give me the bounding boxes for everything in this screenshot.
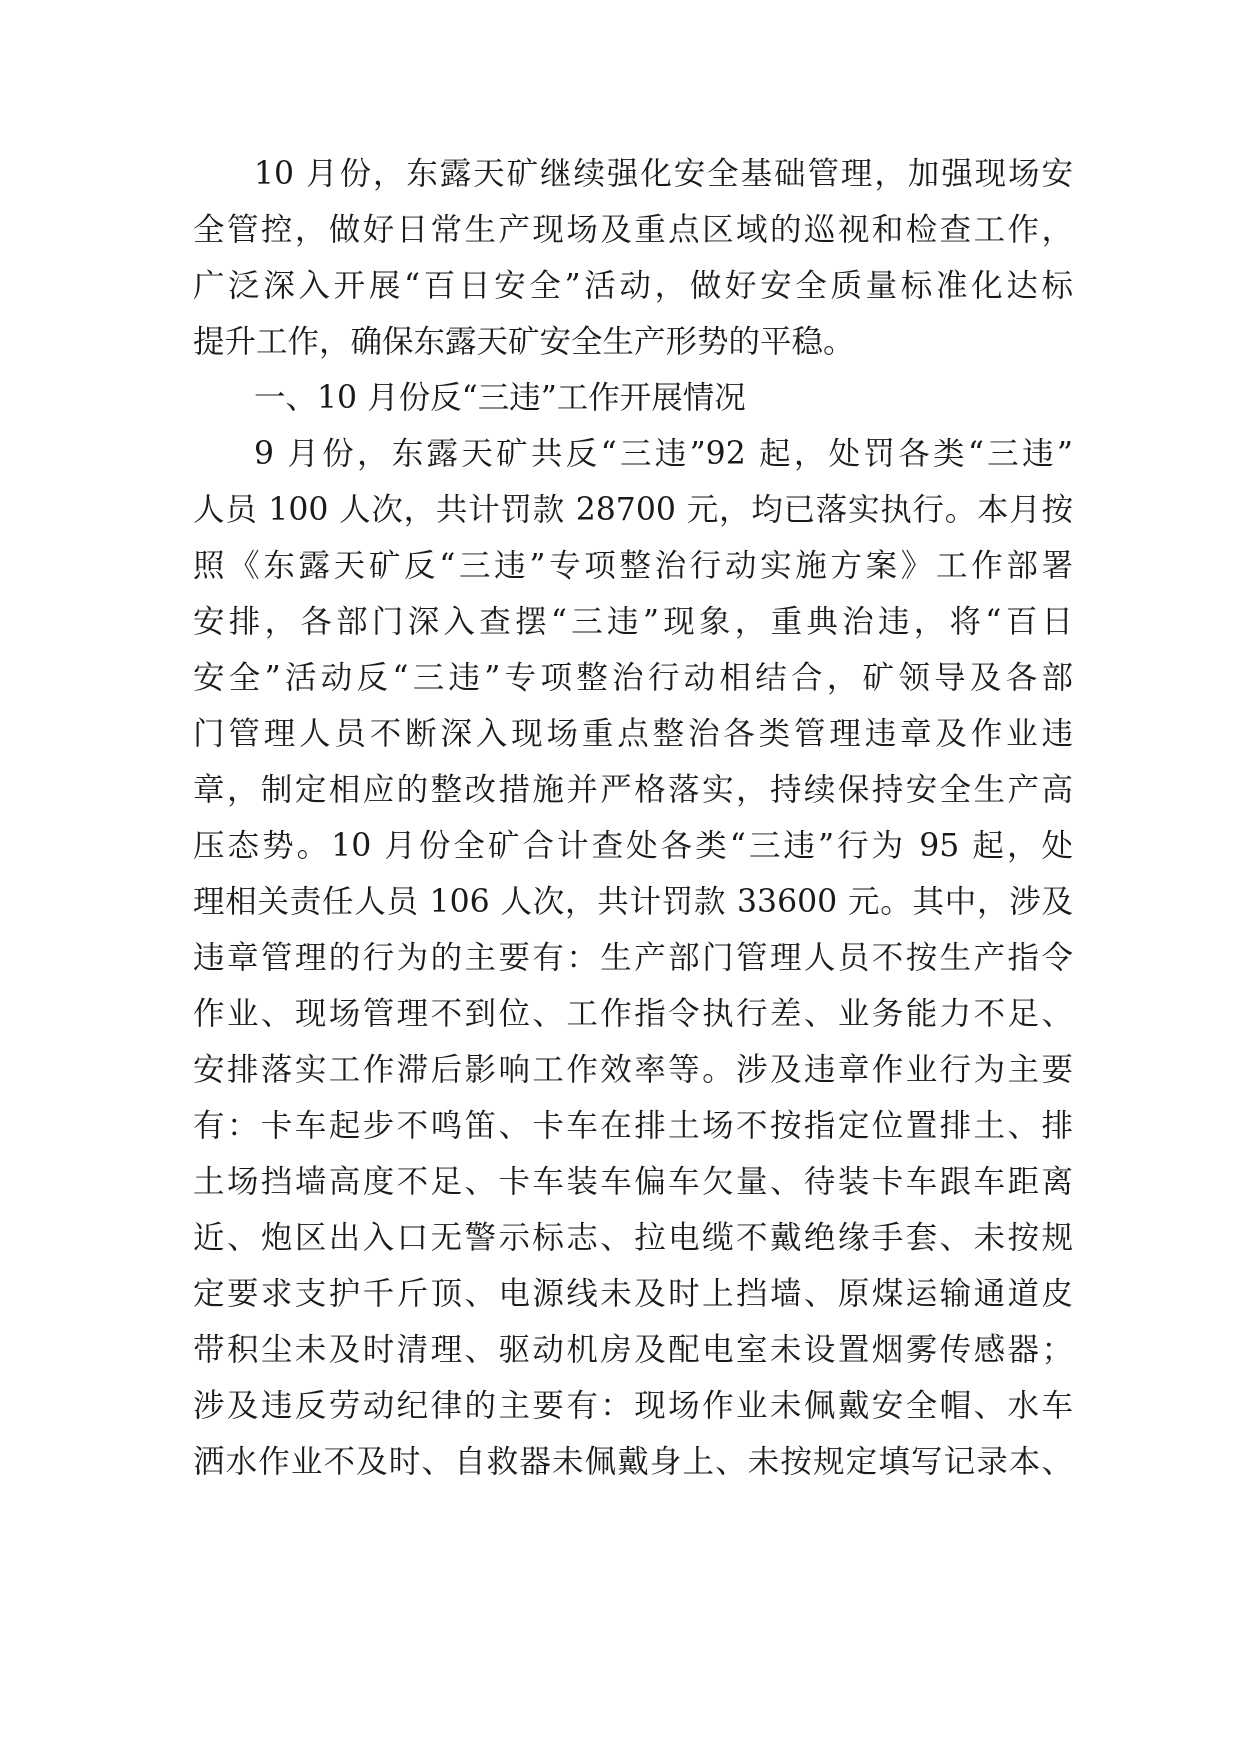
paragraph-2-line-18: 涉及违反劳动纪律的主要有：现场作业未佩戴安全帽、水车	[193, 1388, 1073, 1424]
paragraph-2-line-7: 章，制定相应的整改措施并严格落实，持续保持安全生产高	[193, 772, 1073, 808]
paragraph-1-line-3: 广泛深入开展“百日安全”活动，做好安全质量标准化达标	[193, 268, 1073, 304]
paragraph-2-line-12: 安排落实工作滞后影响工作效率等。涉及违章作业行为主要	[193, 1052, 1073, 1088]
paragraph-2-line-17: 带积尘未及时清理、驱动机房及配电室未设置烟雾传感器；	[193, 1332, 1073, 1368]
paragraph-1-line-1: 10 月份，东露天矿继续强化安全基础管理，加强现场安	[254, 156, 1073, 192]
paragraph-2-line-8: 压态势。10 月份全矿合计查处各类“三违”行为 95 起，处	[193, 828, 1073, 864]
paragraph-2-line-9: 理相关责任人员 106 人次，共计罚款 33600 元。其中，涉及	[193, 884, 1073, 920]
section-heading: 一、10 月份反“三违”工作开展情况	[254, 380, 746, 416]
paragraph-2-line-2: 人员 100 人次，共计罚款 28700 元，均已落实执行。本月按	[193, 492, 1073, 528]
paragraph-2-line-13: 有：卡车起步不鸣笛、卡车在排土场不按指定位置排土、排	[193, 1108, 1073, 1144]
paragraph-2-line-5: 安全”活动反“三违”专项整治行动相结合，矿领导及各部	[193, 660, 1073, 696]
paragraph-2-line-16: 定要求支护千斤顶、电源线未及时上挡墙、原煤运输通道皮	[193, 1276, 1073, 1312]
paragraph-2-line-1: 9 月份，东露天矿共反“三违”92 起，处罚各类“三违”	[254, 436, 1073, 472]
paragraph-2-line-4: 安排，各部门深入查摆“三违”现象，重典治违，将“百日	[193, 604, 1073, 640]
paragraph-1-line-4: 提升工作，确保东露天矿安全生产形势的平稳。	[193, 324, 855, 360]
paragraph-2-line-6: 门管理人员不断深入现场重点整治各类管理违章及作业违	[193, 716, 1073, 752]
paragraph-2-line-10: 违章管理的行为的主要有：生产部门管理人员不按生产指令	[193, 940, 1073, 976]
paragraph-2-line-11: 作业、现场管理不到位、工作指令执行差、业务能力不足、	[193, 996, 1073, 1032]
paragraph-1-line-2: 全管控，做好日常生产现场及重点区域的巡视和检查工作，	[193, 212, 1073, 248]
paragraph-2-line-19: 洒水作业不及时、自救器未佩戴身上、未按规定填写记录本、	[193, 1444, 1073, 1480]
paragraph-2-line-14: 土场挡墙高度不足、卡车装车偏车欠量、待装卡车跟车距离	[193, 1164, 1073, 1200]
paragraph-2-line-15: 近、炮区出入口无警示标志、拉电缆不戴绝缘手套、未按规	[193, 1220, 1073, 1256]
paragraph-2-line-3: 照《东露天矿反“三违”专项整治行动实施方案》工作部署	[193, 548, 1073, 584]
